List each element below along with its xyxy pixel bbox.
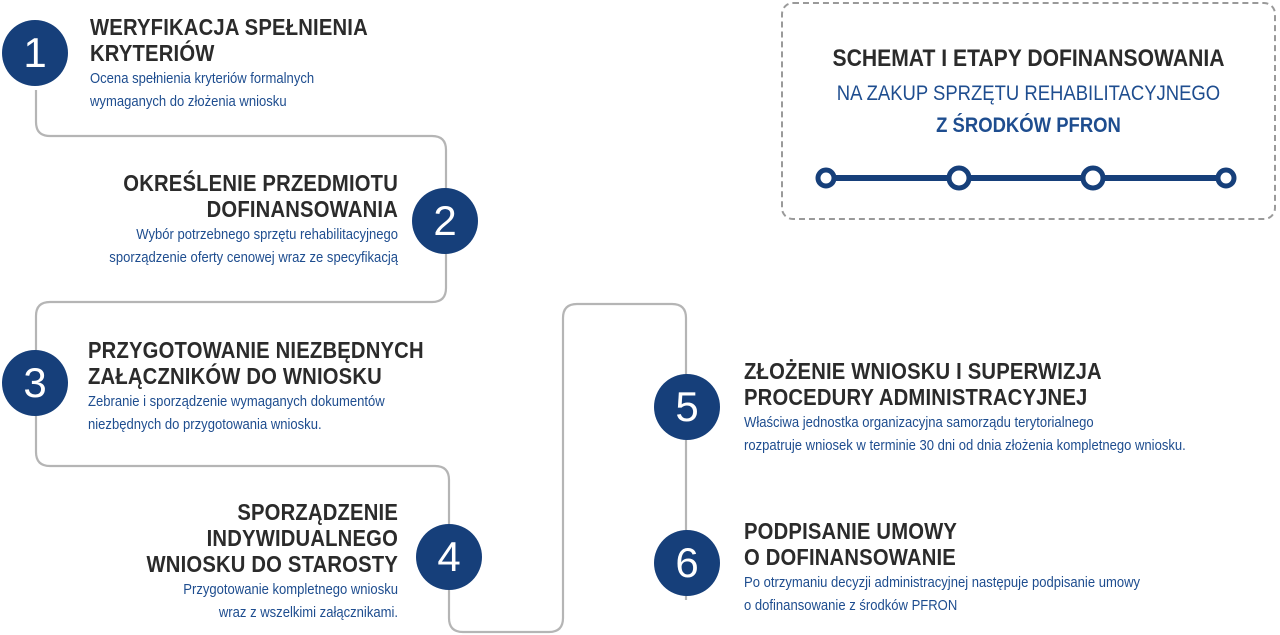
step-1-number-badge: 1 (2, 20, 68, 86)
step-6-number-badge: 6 (654, 530, 720, 596)
step-4-description: Przygotowanie kompletnego wniosku wraz z wszelkimi załącznikami. (183, 582, 398, 621)
step-4-number-badge: 4 (416, 524, 482, 590)
step-1-description: Ocena spełnienia kryteriów formalnych wymaganych do złożenia wniosku (90, 71, 315, 110)
step-3 (88, 337, 508, 437)
step-3-description: Zebranie i sporządzenie wymaganych dokumentów niezbędnych do przygotowania wniosku. (88, 394, 385, 433)
step-4-title: SPORZĄDZENIE INDYWIDUALNEGO WNIOSKU DO STAROSTY (146, 499, 398, 577)
timeline-dot-second (949, 168, 969, 188)
step-2-description: Wybór potrzebnego sprzętu rehabilitacyjnego sporządzenie oferty cenowej wraz ze specyfikacją (109, 227, 399, 266)
step-3-number-badge: 3 (2, 350, 68, 416)
step-2-title: OKREŚLENIE PRZEDMIOTU DOFINANSOWANIA (123, 170, 398, 222)
info-box-subtitle: NA ZAKUP SPRZĘTU REHABILITACYJNEGO (836, 82, 1221, 105)
timeline-dot-third (1083, 168, 1103, 188)
timeline-dot-end (1218, 170, 1234, 186)
step-6 (744, 518, 1274, 618)
step-1-title: WERYFIKACJA SPEŁNIENIA KRYTERIÓW (90, 14, 368, 66)
timeline-graphic (806, 158, 1246, 198)
info-box-title: SCHEMAT I ETAPY DOFINANSOWANIA (832, 45, 1225, 72)
step-6-description: Po otrzymaniu decyzji administracyjnej następuje podpisanie umowy o dofinansowanie z środków PFRON (744, 575, 1141, 614)
step-2-number-badge: 2 (412, 188, 478, 254)
step-2 (0, 170, 398, 270)
step-5-title: ZŁOŻENIE WNIOSKU I SUPERWIZJA PROCEDURY ADMINISTRACYJNEJ (744, 358, 1102, 410)
step-4 (0, 499, 398, 625)
step-3-title: PRZYGOTOWANIE NIEZBĘDNYCH ZAŁĄCZNIKÓW DO WNIOSKU (88, 337, 424, 389)
step-5-description: Właściwa jednostka organizacyjna samorządu terytorialnego rozpatruje wniosek w terminie 30 dni od dnia złożenia kompletnego wniosku. (744, 415, 1186, 454)
timeline-dot-start (818, 170, 834, 186)
step-5-number-badge: 5 (654, 374, 720, 440)
step-6-title: PODPISANIE UMOWY O DOFINANSOWANIE (744, 518, 958, 570)
info-box-bold-line: Z ŚRODKÓW PFRON (936, 114, 1121, 137)
step-1 (90, 14, 490, 114)
step-5 (744, 358, 1274, 458)
